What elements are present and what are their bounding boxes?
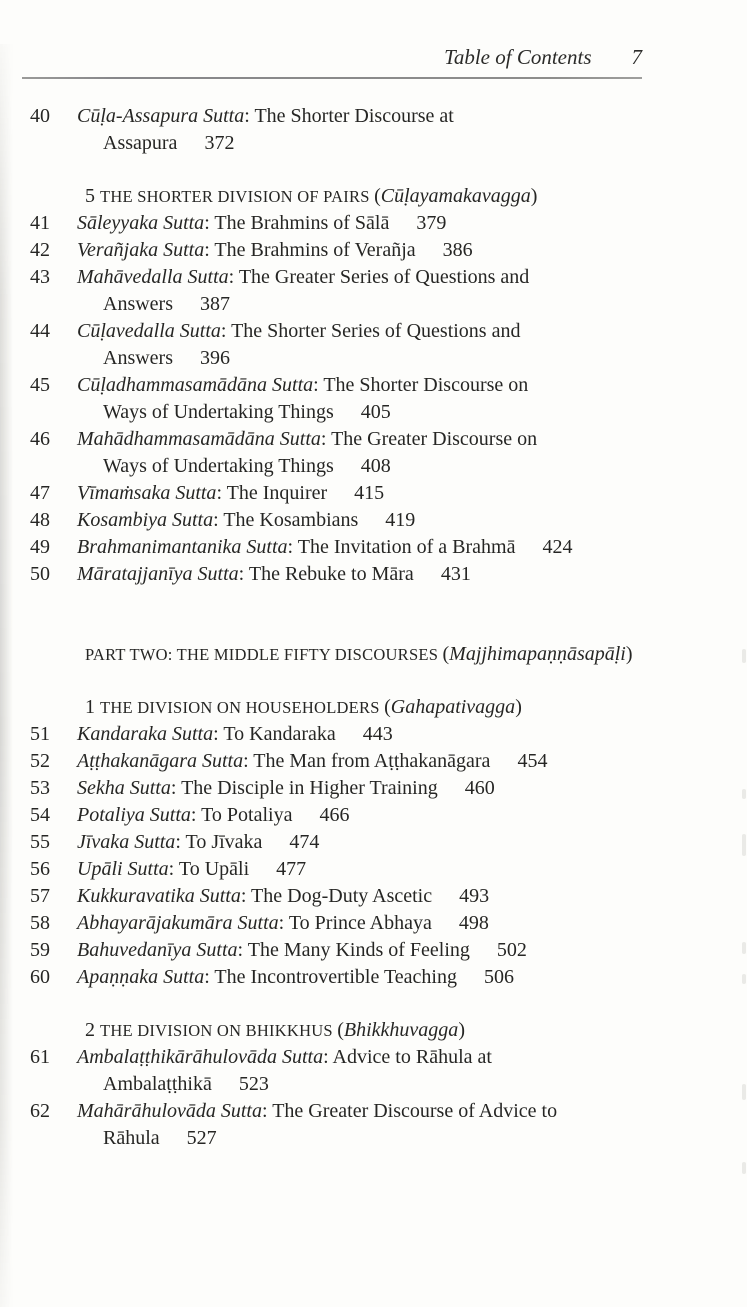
- sutta-number: 55: [30, 831, 50, 853]
- toc-entry: [30, 1098, 644, 1152]
- sutta-number: 44: [30, 320, 50, 342]
- running-header: [22, 44, 646, 70]
- division-number: 5: [85, 185, 100, 207]
- division-label: PART TWO: THE MIDDLE FIFTY DISCOURSES: [85, 645, 443, 664]
- sutta-number: 52: [30, 750, 50, 772]
- scan-artifact: [742, 834, 746, 856]
- toc-entry: [30, 748, 644, 775]
- entry-text: Brahmanimantanika Sutta: The Invitation of a Brahmā 424: [77, 536, 573, 558]
- toc-entry: [30, 480, 644, 507]
- toc-entry: [30, 721, 644, 748]
- division-label: THE DIVISION ON HOUSEHOLDERS: [100, 698, 385, 717]
- toc-entry: [30, 802, 644, 829]
- sutta-number: 53: [30, 777, 50, 799]
- division-pali-name: (Bhikkhuvagga): [337, 1019, 465, 1041]
- scan-artifact: [742, 1162, 746, 1174]
- page-number-ref: 493: [459, 885, 490, 907]
- header-title: Table of Contents: [444, 45, 592, 69]
- pali-name-italic: Gahapativagga: [390, 696, 516, 718]
- toc-entry: [30, 237, 644, 264]
- page-number-ref: 415: [354, 482, 385, 504]
- toc-entry: [30, 561, 644, 588]
- sutta-title-pali: Cūḷa-Assapura Sutta: [77, 105, 245, 127]
- sutta-title-pali: Mahārāhulovāda Sutta: [77, 1100, 262, 1122]
- division-heading: [85, 183, 644, 210]
- entry-text: Potaliya Sutta: To Potaliya 466: [77, 804, 350, 826]
- sutta-title-pali: Mahāvedalla Sutta: [77, 266, 229, 288]
- sutta-number: 47: [30, 482, 50, 504]
- page-number-ref: 431: [440, 563, 471, 585]
- entry-text: Sāleyyaka Sutta: The Brahmins of Sālā 379: [77, 212, 447, 234]
- sutta-number: 46: [30, 428, 50, 450]
- page-number-ref: 372: [204, 132, 235, 154]
- pali-name-italic: Cūḷayamakavagga: [380, 185, 531, 207]
- sutta-title-pali: Sāleyyaka Sutta: [77, 212, 205, 234]
- entry-text: Abhayarājakumāra Sutta: To Prince Abhaya 498: [77, 912, 489, 934]
- sutta-title-pali: Kandaraka Sutta: [77, 723, 214, 745]
- sutta-title-pali: Brahmanimantanika Sutta: [77, 536, 288, 558]
- division-label: THE SHORTER DIVISION OF PAIRS: [100, 187, 375, 206]
- page-number-ref: 466: [319, 804, 350, 826]
- page-number-ref: 396: [200, 347, 230, 369]
- page-number-ref: 502: [496, 939, 527, 961]
- sutta-number: 45: [30, 374, 50, 396]
- header-rule: [22, 77, 642, 79]
- toc-entry: [30, 103, 644, 157]
- division-pali-name: (Cūḷayamakavagga): [374, 185, 538, 207]
- toc-entry: [30, 372, 644, 426]
- page-number-ref: 454: [517, 750, 548, 772]
- sutta-title-pali: Cūḷavedalla Sutta: [77, 320, 221, 342]
- entry-text: Bahuvedanīya Sutta: The Many Kinds of Feeling 502: [77, 939, 527, 961]
- page-number-ref: 477: [276, 858, 307, 880]
- sutta-number: 54: [30, 804, 50, 826]
- entry-text: Ambalaṭṭhikārāhulovāda Sutta: Advice to Rāhula at Ambalaṭṭhikā 523: [77, 1046, 492, 1095]
- scan-artifact: [742, 1084, 746, 1100]
- sutta-number: 48: [30, 509, 50, 531]
- sutta-title-pali: Cūḷadhammasamādāna Sutta: [77, 374, 314, 396]
- page-number-ref: 408: [360, 455, 391, 477]
- division-number: 2: [85, 1019, 100, 1041]
- entry-text: Upāli Sutta: To Upāli 477: [77, 858, 307, 880]
- sutta-number: 41: [30, 212, 50, 234]
- toc-entry: [30, 318, 644, 372]
- page-number-ref: 424: [542, 536, 573, 558]
- sutta-title-pali: Bahuvedanīya Sutta: [77, 939, 238, 961]
- entry-text: Verañjaka Sutta: The Brahmins of Verañja 386: [77, 239, 473, 261]
- sutta-title-pali: Sekha Sutta: [77, 777, 171, 799]
- sutta-title-pali: Māratajjanīya Sutta: [77, 563, 239, 585]
- header-page-number: 7: [631, 45, 642, 69]
- sutta-title-pali: Verañjaka Sutta: [77, 239, 205, 261]
- sutta-number: 60: [30, 966, 50, 988]
- sutta-title-pali: Abhayarājakumāra Sutta: [77, 912, 279, 934]
- entry-text: Kosambiya Sutta: The Kosambians 419: [77, 509, 416, 531]
- entry-text: Jīvaka Sutta: To Jīvaka 474: [77, 831, 320, 853]
- page-number-ref: 386: [442, 239, 473, 261]
- sutta-number: 51: [30, 723, 50, 745]
- sutta-number: 43: [30, 266, 50, 288]
- sutta-number: 40: [30, 105, 50, 127]
- entry-text: Cūḷavedalla Sutta: The Shorter Series of Questions and Answers 396: [77, 320, 521, 369]
- division-number: 1: [85, 696, 100, 718]
- sutta-number: 62: [30, 1100, 50, 1122]
- entry-text: Māratajjanīya Sutta: The Rebuke to Māra 431: [77, 563, 471, 585]
- entry-text: Cūḷa-Assapura Sutta: The Shorter Discourse at Assapura 372: [77, 105, 454, 154]
- entry-text: Vīmaṁsaka Sutta: The Inquirer 415: [77, 482, 385, 504]
- toc-entry: [30, 856, 644, 883]
- sutta-number: 61: [30, 1046, 50, 1068]
- page-number-ref: 527: [186, 1127, 217, 1149]
- toc-entry: [30, 910, 644, 937]
- sutta-number: 58: [30, 912, 50, 934]
- toc-entry: [30, 937, 644, 964]
- toc-entry: [30, 964, 644, 991]
- page-number-ref: 506: [484, 966, 514, 988]
- toc-entry: [30, 534, 644, 561]
- toc-list: [22, 103, 644, 1152]
- toc-entry: [30, 775, 644, 802]
- toc-entry: [30, 426, 644, 480]
- pali-name-italic: Majjhimapaṇṇāsapāḷi: [449, 643, 626, 665]
- scan-artifact: [742, 649, 746, 663]
- division-heading: [85, 1017, 644, 1044]
- toc-entry: [30, 829, 644, 856]
- page-number-ref: 523: [238, 1073, 269, 1095]
- page-number-ref: 387: [200, 293, 230, 315]
- sutta-title-pali: Potaliya Sutta: [77, 804, 191, 826]
- scan-artifact: [742, 789, 746, 799]
- pali-name-italic: Bhikkhuvagga: [343, 1019, 459, 1041]
- page-number-ref: 460: [464, 777, 495, 799]
- sutta-title-pali: Vīmaṁsaka Sutta: [77, 482, 217, 504]
- sutta-number: 57: [30, 885, 50, 907]
- entry-text: Apaṇṇaka Sutta: The Incontrovertible Teaching 506: [77, 966, 514, 988]
- sutta-title-pali: Jīvaka Sutta: [77, 831, 176, 853]
- division-label: THE DIVISION ON BHIKKHUS: [100, 1021, 338, 1040]
- toc-entry: [30, 507, 644, 534]
- sutta-title-pali: Apaṇṇaka Sutta: [77, 966, 205, 988]
- scan-artifact: [742, 974, 746, 984]
- entry-text: Mahāvedalla Sutta: The Greater Series of Questions and Answers 387: [77, 266, 530, 315]
- page-number-ref: 379: [416, 212, 447, 234]
- sutta-title-pali: Upāli Sutta: [77, 858, 169, 880]
- sutta-title-pali: Aṭṭhakanāgara Sutta: [77, 750, 244, 772]
- toc-entry: [30, 210, 644, 237]
- sutta-title-pali: Kosambiya Sutta: [77, 509, 214, 531]
- sutta-number: 59: [30, 939, 50, 961]
- part-heading: [85, 641, 644, 668]
- sutta-number: 56: [30, 858, 50, 880]
- entry-text: Kandaraka Sutta: To Kandaraka 443: [77, 723, 393, 745]
- page-number-ref: 443: [362, 723, 393, 745]
- toc-entry: [30, 883, 644, 910]
- sutta-number: 50: [30, 563, 50, 585]
- entry-text: Aṭṭhakanāgara Sutta: The Man from Aṭṭhakanāgara 454: [77, 750, 548, 772]
- book-page: [0, 44, 747, 1307]
- toc-entry: [30, 1044, 644, 1098]
- page-number-ref: 474: [289, 831, 320, 853]
- entry-text: Sekha Sutta: The Disciple in Higher Training 460: [77, 777, 495, 799]
- sutta-number: 49: [30, 536, 50, 558]
- entry-text: Mahārāhulovāda Sutta: The Greater Discourse of Advice to Rāhula 527: [77, 1100, 558, 1149]
- scan-artifact: [742, 942, 746, 954]
- toc-entry: [30, 264, 644, 318]
- division-heading: [85, 694, 644, 721]
- sutta-title-pali: Ambalaṭṭhikārāhulovāda Sutta: [77, 1046, 324, 1068]
- division-pali-name: (Majjhimapaṇṇāsapāḷi): [442, 643, 633, 665]
- entry-text: Kukkuravatika Sutta: The Dog-Duty Ascetic 493: [77, 885, 490, 907]
- sutta-title-pali: Mahādhammasamādāna Sutta: [77, 428, 321, 450]
- entry-text: Mahādhammasamādāna Sutta: The Greater Discourse on Ways of Undertaking Things 408: [77, 428, 538, 477]
- entry-text: Cūḷadhammasamādāna Sutta: The Shorter Discourse on Ways of Undertaking Things 405: [77, 374, 529, 423]
- page-number-ref: 405: [360, 401, 391, 423]
- sutta-title-pali: Kukkuravatika Sutta: [77, 885, 241, 907]
- sutta-number: 42: [30, 239, 50, 261]
- division-pali-name: (Gahapativagga): [384, 696, 522, 718]
- left-binding-shadow: [0, 44, 13, 1307]
- page-number-ref: 498: [458, 912, 489, 934]
- page-number-ref: 419: [385, 509, 416, 531]
